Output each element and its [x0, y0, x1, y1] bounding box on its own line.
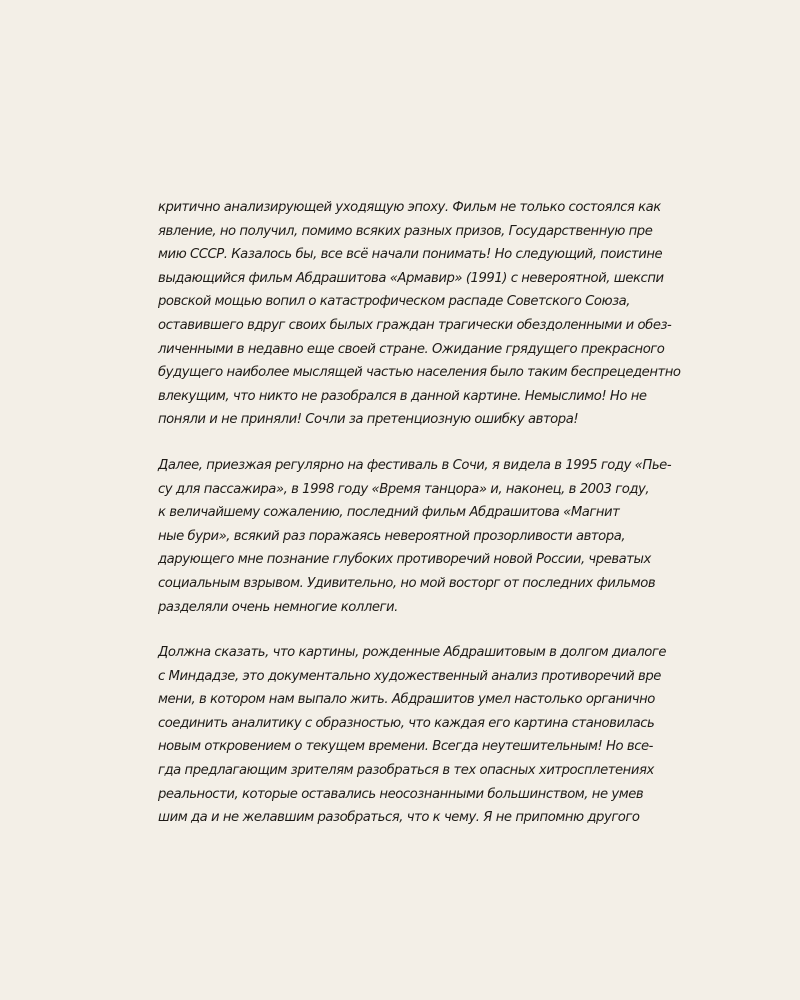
text-line: будущего наиболее мыслящей частью населения было таким беспрецедентно — [158, 365, 681, 381]
text-line: реальности, которые оставались неосознанными большинством, не умев — [158, 786, 644, 802]
text-line: выдающийся фильм Абдрашитова «Армавир» (1991) с невероятной, шекспи — [158, 270, 664, 286]
text-line: Далее, приезжая регулярно на фестиваль в Сочи, я видела в 1995 году «Пье- — [158, 457, 672, 473]
text-line: влекущим, что никто не разобрался в данной картине. Немыслимо! Но не — [158, 388, 647, 404]
text-line: с Миндадзе, это документально художественный анализ противоречий вре — [158, 668, 661, 684]
text-line: су для пассажира», в 1998 году «Время танцора» и, наконец, в 2003 году, — [158, 481, 650, 497]
text-line: новым откровением о текущем времени. Всегда неутешительным! Но все- — [158, 739, 653, 755]
text-line: поняли и не приняли! Сочли за претенциозную ошибку автора! — [158, 412, 579, 428]
text-line: ные бури», всякий раз поражаясь невероятной прозорливости автора, — [158, 528, 626, 544]
text-line: мени, в котором нам выпало жить. Абдрашитов умел настолько органично — [158, 692, 655, 708]
paragraph-1 — [158, 196, 681, 432]
text-line: ровской мощью вопил о катастрофическом распаде Советского Союза, — [158, 294, 631, 310]
text-line: критично анализирующей уходящую эпоху. Фильм не только состоялся как — [158, 200, 661, 215]
text-line: дарующего мне познание глубоких противоречий новой России, чреватых — [158, 552, 651, 568]
text-line: разделяли очень немногие коллеги. — [158, 599, 398, 615]
paragraph-2 — [158, 454, 672, 619]
text-line: к величайшему сожалению, последний фильм Абдрашитова «Магнит — [158, 505, 620, 521]
text-line: Должна сказать, что картины, рожденные Абдрашитовым в долгом диалоге — [158, 645, 667, 661]
text-line: мию СССР. Казалось бы, все всё начали понимать! Но следующий, поистине — [158, 247, 663, 263]
text-line: оставившего вдруг своих былых граждан трагически обездоленными и обез- — [158, 317, 672, 333]
text-line: явление, но получил, помимо всяких разных призов, Государственную пре — [158, 223, 653, 239]
text-line: социальным взрывом. Удивительно, но мой восторг от последних фильмов — [158, 575, 656, 591]
text-line: гда предлагающим зрителям разобраться в тех опасных хитросплетениях — [158, 763, 654, 779]
text-line: личенными в недавно еще своей стране. Ожидание грядущего прекрасного — [158, 341, 665, 357]
text-line: шим да и не желавшим разобраться, что к чему. Я не припомню другого — [158, 810, 640, 826]
text-line: соединить аналитику с образностью, что каждая его картина становилась — [158, 715, 655, 731]
paragraph-3 — [158, 641, 667, 830]
page-text-block — [158, 196, 681, 852]
